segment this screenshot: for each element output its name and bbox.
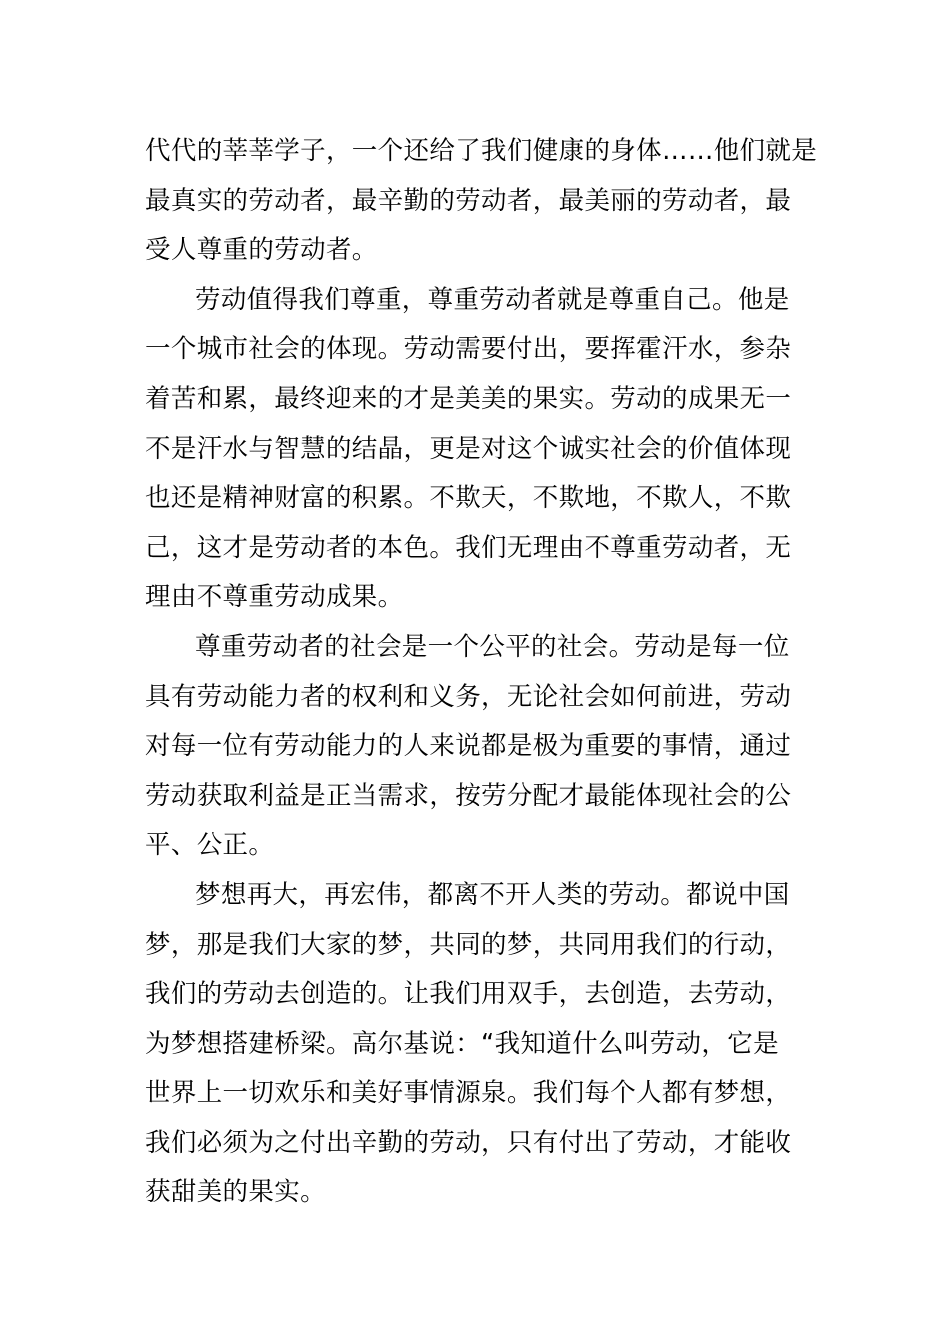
paragraph-line: 不是汗水与智慧的结晶，更是对这个诚实社会的价值体现 [145,433,792,464]
paragraph-line: 对每一位有劳动能力的人来说都是极为重要的事情，通过 [145,731,792,762]
paragraph-line: 理由不尊重劳动成果。 [145,582,404,613]
paragraph-line: 劳动值得我们尊重，尊重劳动者就是尊重自己。他是 [195,284,790,315]
paragraph-line: 获甜美的果实。 [145,1177,326,1208]
paragraph-line: 具有劳动能力者的权利和义务，无论社会如何前进，劳动 [145,681,792,712]
paragraph-line: 着苦和累，最终迎来的才是美美的果实。劳动的成果无一 [145,383,792,414]
paragraph-line: 梦想再大，再宏伟，都离不开人类的劳动。都说中国 [195,879,790,910]
paragraph-line: 我们必须为之付出辛勤的劳动，只有付出了劳动，才能收 [145,1127,792,1158]
paragraph-line: 也还是精神财富的积累。不欺天，不欺地，不欺人，不欺 [145,483,792,514]
paragraph-line: 代代的莘莘学子，一个还给了我们健康的身体……他们就是 [145,136,818,166]
paragraph-4 [145,871,810,1218]
paragraph-line: 梦，那是我们大家的梦，共同的梦，共同用我们的行动， [145,929,792,960]
paragraph-3 [145,623,810,871]
paragraph-2 [145,276,810,623]
paragraph-line: 受人尊重的劳动者。 [145,235,378,266]
paragraph-line: 我们的劳动去创造的。让我们用双手，去创造，去劳动， [145,979,792,1010]
paragraph-line: 尊重劳动者的社会是一个公平的社会。劳动是每一位 [195,631,790,662]
paragraph-line: 最真实的劳动者，最辛勤的劳动者，最美丽的劳动者，最 [145,185,792,216]
document-body [145,127,818,1218]
paragraph-1 [145,127,818,276]
paragraph-line: 己，这才是劳动者的本色。我们无理由不尊重劳动者，无 [145,532,792,563]
paragraph-line: 为梦想搭建桥梁。高尔基说：“我知道什么叫劳动，它是 [145,1028,779,1059]
paragraph-line: 平、公正。 [145,830,275,861]
paragraph-line: 一个城市社会的体现。劳动需要付出，要挥霍汗水，参杂 [145,334,792,365]
paragraph-line: 劳动获取利益是正当需求，按劳分配才最能体现社会的公 [145,780,792,811]
paragraph-line: 世界上一切欢乐和美好事情源泉。我们每个人都有梦想， [145,1078,792,1109]
